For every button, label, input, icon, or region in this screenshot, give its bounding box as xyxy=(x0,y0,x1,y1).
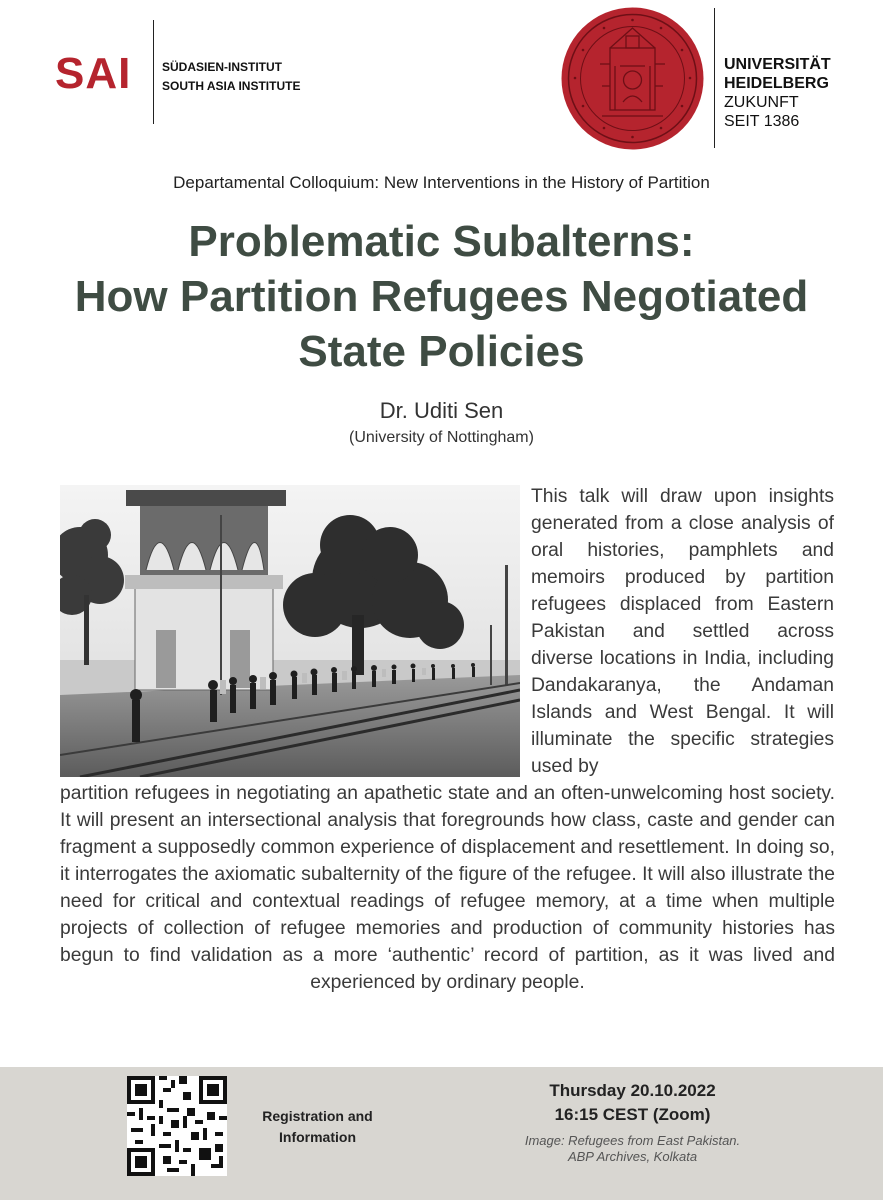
university-name-line: HEIDELBERG xyxy=(724,75,829,92)
university-tagline: ZUKUNFT xyxy=(724,94,799,111)
sai-divider xyxy=(153,20,154,124)
speaker-affiliation: (University of Nottingham) xyxy=(349,429,534,446)
registration-label xyxy=(250,1106,385,1148)
registration-label-line: Information xyxy=(279,1129,356,1145)
university-founded: SEIT 1386 xyxy=(724,113,800,130)
institute-name-german: SÜDASIEN-INSTITUT xyxy=(162,60,282,74)
sai-logo: SAI xyxy=(55,49,132,98)
event-date: Thursday 20.10.2022 xyxy=(549,1081,716,1100)
university-seal-icon xyxy=(560,6,705,151)
refugee-photo xyxy=(60,485,520,777)
registration-qr-code[interactable] xyxy=(127,1076,227,1176)
image-credit-line: Image: Refugees from East Pakistan. xyxy=(524,1133,741,1148)
speaker-name: Dr. Uditi Sen xyxy=(379,398,504,423)
registration-label-line: Registration and xyxy=(262,1108,373,1124)
abstract-part-2: partition refugees in negotiating an apathetic state and an often-unwelcoming host society. It will present an intersectional analysis that foregrounds how class, caste and gender can fragment a supposedly common experience of displacement and resettlement. In doing so, it interrogates the axiomatic subalternity of the figure of the refugee. It will also illustrate the need for critical and contextual readings of refugee memory, at a time when multiple projects of collection of refugee memories and production of community histories has begun to find validation as a more ‘authentic’ record of partition, as it was lived and experienced by ordinary people. xyxy=(60,783,835,993)
talk-title xyxy=(20,214,863,379)
talk-title-line: State Policies xyxy=(298,327,585,376)
talk-title-line: How Partition Refugees Negotiated xyxy=(74,272,809,321)
event-time: 16:15 CEST (Zoom) xyxy=(554,1105,711,1124)
talk-title-line: Problematic Subalterns: xyxy=(188,217,695,266)
image-credit-line: ABP Archives, Kolkata xyxy=(567,1149,698,1164)
colloquium-series: Departamental Colloquium: New Interventions in the History of Partition xyxy=(173,173,710,192)
abstract-part-1: This talk will draw upon insights generated from a close analysis of oral histories, pamphlets and memoirs produced by partition refugees displaced from Eastern Pakistan and settled across diverse locations in India, including Dandakaranya, the Andaman Islands and West Bengal. It will illuminate the specific strategies used by xyxy=(531,486,834,777)
institute-name-english: SOUTH ASIA INSTITUTE xyxy=(162,79,301,93)
university-divider xyxy=(714,8,715,148)
university-name-line: UNIVERSITÄT xyxy=(724,56,831,73)
